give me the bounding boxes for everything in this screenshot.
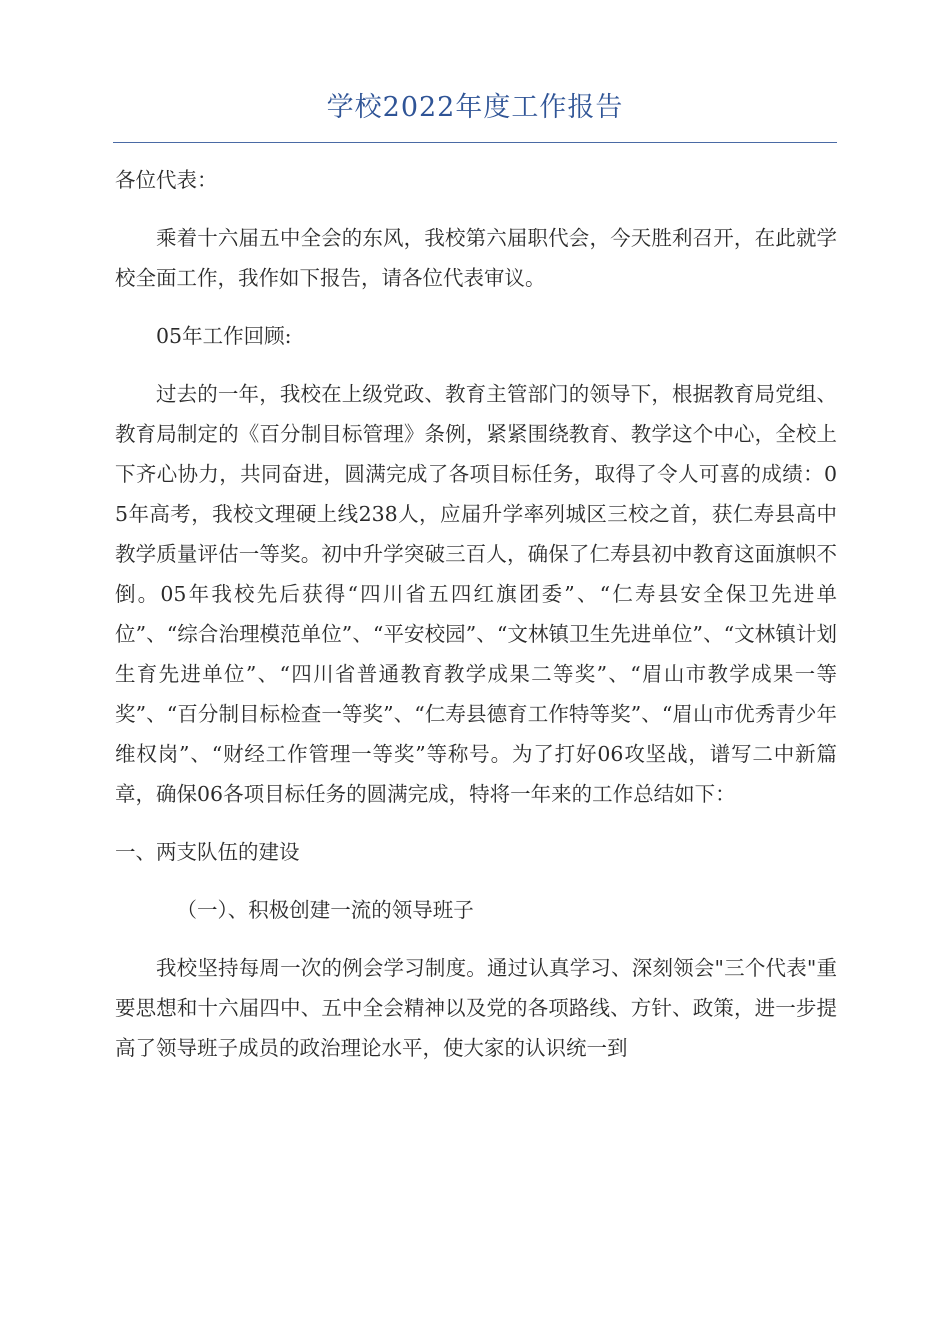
subsection-heading-1: （一）、积极创建一流的领导班子 xyxy=(176,898,474,922)
document-title: 学校2022年度工作报告 xyxy=(326,92,624,123)
section-review-heading: 05年工作回顾: xyxy=(156,324,292,348)
leadership-paragraph: 我校坚持每周一次的例会学习制度。通过认真学习、深刻领会"三个代表"重要思想和十六届四中、五中全会精神以及党的各项路线、方针、政策，进一步提高了领导班子成员的政治理论水平，使大家的认识统一到 xyxy=(115,956,837,1060)
review-paragraph: 过去的一年，我校在上级党政、教育主管部门的领导下，根据教育局党组、教育局制定的《百分制目标管理》条例，紧紧围绕教育、教学这个中心，全校上下齐心协力，共同奋进，圆满完成了各项目标任务，取得了令人可喜的成绩：05年高考，我校文理硬上线238人，应届升学率列城区三校之首，获仁寿县高中教学质量评估一等奖。初中升学突破三百人，确保了仁寿县初中教育这面旗帜不倒。05年我校先后获得“四川省五四红旗团委”、“仁寿县安全保卫先进单位”、“综合治理模范单位”、“平安校园”、“文林镇卫生先进单位”、“文林镇计划生育先进单位”、“四川省普通教育教学成果二等奖”、“眉山市教学成果一等奖”、“百分制目标检查一等奖”、“仁寿县德育工作特等奖”、“眉山市优秀青少年维权岗”、“财经工作管理一等奖”等称号。为了打好06攻坚战，谱写二中新篇章，确保06各项目标任务的圆满完成，特将一年来的工作总结如下： xyxy=(115,382,837,806)
salutation: 各位代表： xyxy=(115,168,218,192)
title-divider xyxy=(113,142,837,143)
document-body xyxy=(115,160,837,1086)
opening-paragraph: 乘着十六届五中全会的东风，我校第六届职代会，今天胜利召开，在此就学校全面工作，我作如下报告，请各位代表审议。 xyxy=(115,226,837,290)
section-heading-1: 一、两支队伍的建设 xyxy=(115,840,300,864)
